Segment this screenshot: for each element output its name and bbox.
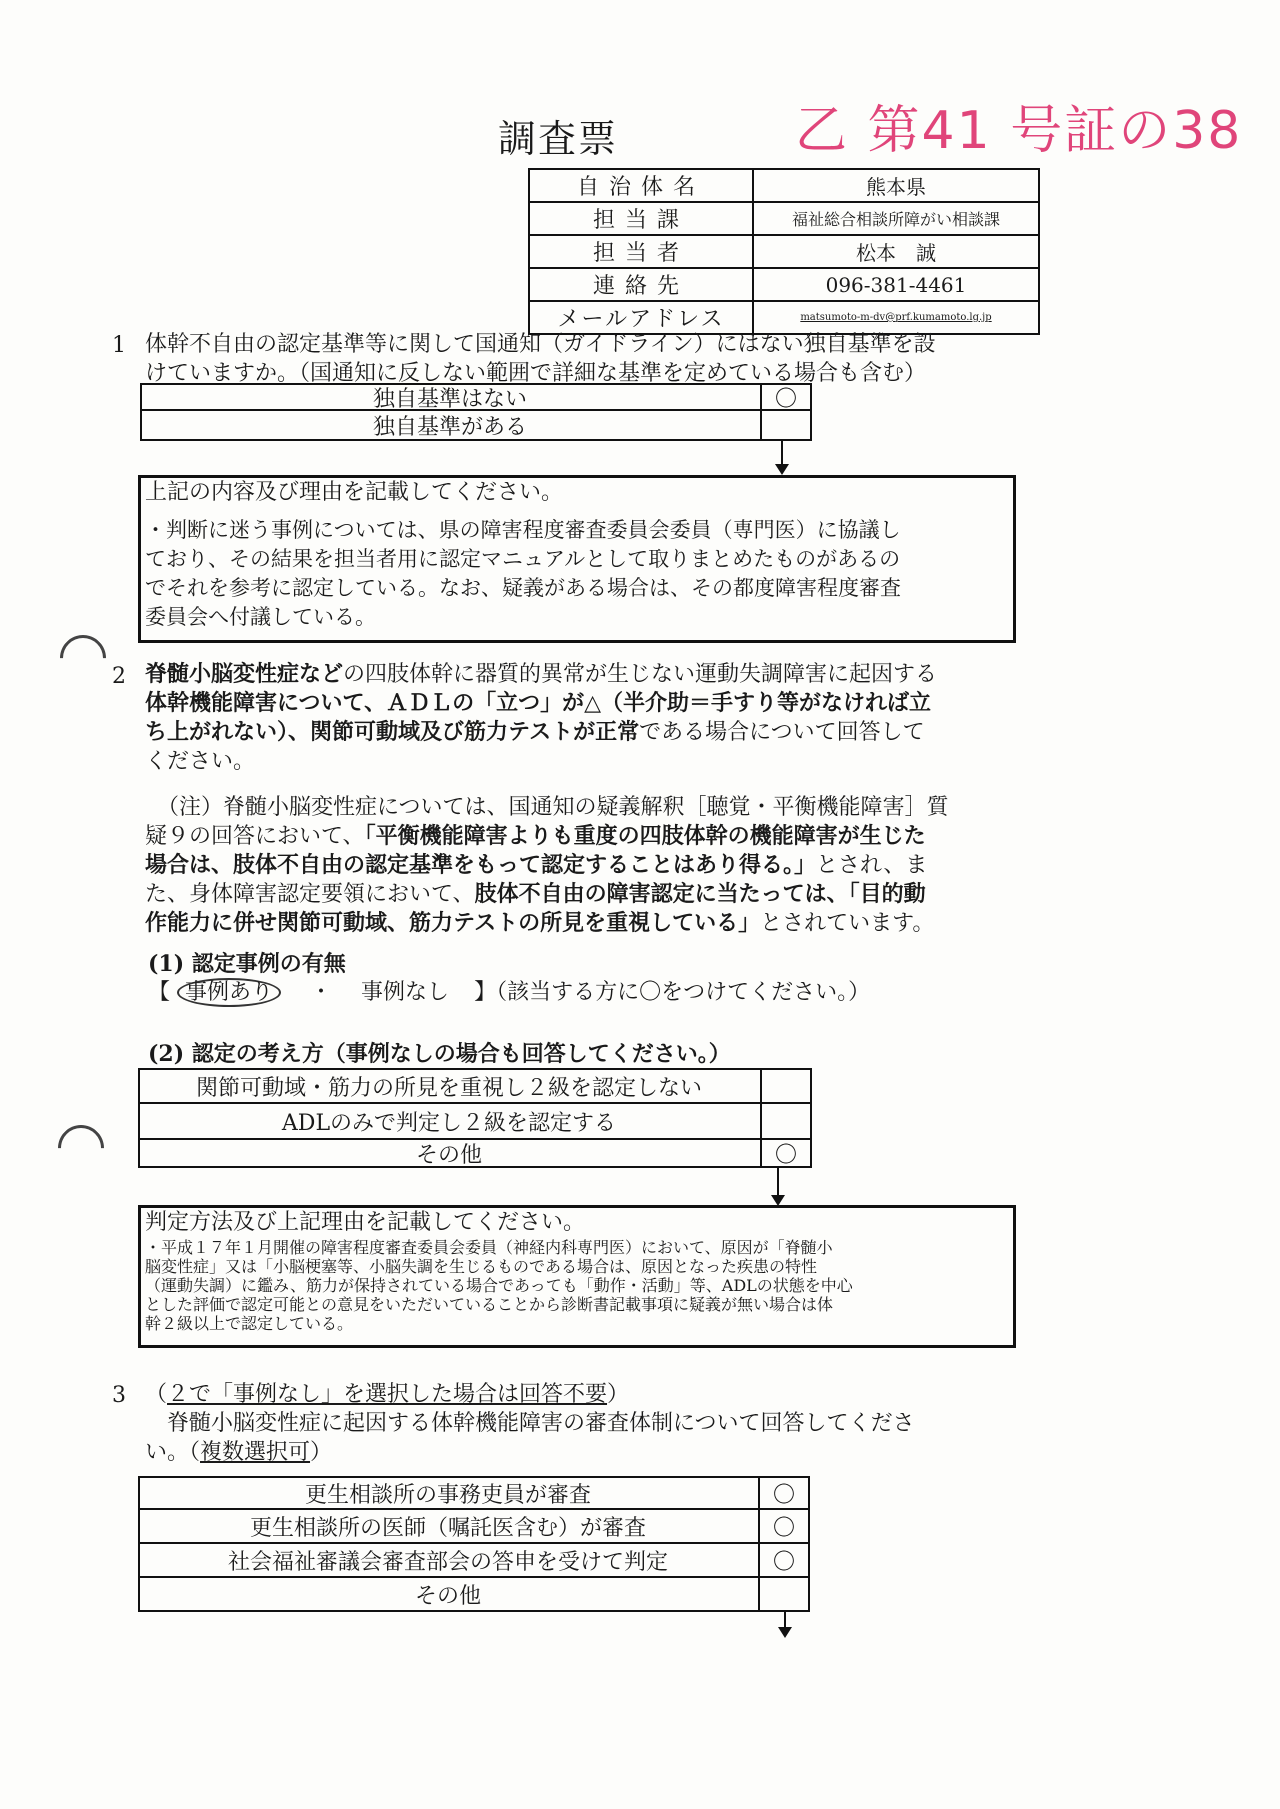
q3-underlined: ２で「事例なし」を選択した場合は回答不要 xyxy=(167,1382,608,1407)
q1-reason-box xyxy=(138,475,1016,643)
q3-text: ） xyxy=(607,1382,630,1407)
q2-option-row xyxy=(138,1068,812,1104)
info-row xyxy=(529,235,1039,268)
q2-reason-box xyxy=(138,1205,1016,1348)
info-row xyxy=(529,169,1039,202)
q2-option-label: ADLのみで判定し２級を認定する xyxy=(281,1110,617,1136)
q3-option-row xyxy=(138,1508,810,1544)
punch-hole-icon xyxy=(50,625,115,690)
question-2-text xyxy=(145,660,1015,776)
reason-line: 幹２級以上で認定している。 xyxy=(145,1314,354,1333)
q1-option-row xyxy=(140,409,812,441)
info-row xyxy=(529,202,1039,235)
q3-option-row xyxy=(138,1476,810,1510)
down-arrow-icon xyxy=(781,441,783,473)
q3-text: 脊髄小脳変性症に起因する体幹機能障害の審査体制について回答してくださ xyxy=(167,1411,915,1436)
note-emphasis: 作能力に併せ関節可動域、筋力テストの所見を重視している」 xyxy=(145,910,761,936)
q3-text: （ xyxy=(145,1382,168,1407)
info-value: 熊本県 xyxy=(753,169,1039,202)
q2-emphasis: ち上がれない）、関節可動域及び筋力テストが正常 xyxy=(145,719,640,745)
q2-option-checkbox[interactable] xyxy=(760,1070,810,1102)
q2-text: の四肢体幹に器質的異常が生じない運動失調障害に起因する xyxy=(343,662,938,687)
q3-option-checkbox[interactable]: 〇 xyxy=(758,1478,808,1508)
question-3-text xyxy=(145,1380,1015,1467)
bracket-instruction: 】（該当する方に〇をつけてください。） xyxy=(474,980,871,1005)
note-emphasis: 「平衡機能障害よりも重度の四肢体幹の機能障害が生じた xyxy=(364,823,926,849)
note-text: とされています。 xyxy=(760,911,935,936)
punch-hole-icon xyxy=(48,1115,113,1180)
note-emphasis: 場合は、肢体不自由の認定基準をもって認定することはあり得る。」 xyxy=(145,852,817,878)
note-emphasis: 肢体不自由の障害認定に当たっては、「目的動 xyxy=(474,881,926,907)
q2-option-row xyxy=(138,1102,812,1140)
info-key: 連絡先 xyxy=(529,268,753,301)
q3-underlined: 複数選択可 xyxy=(200,1440,311,1465)
q3-option-label: その他 xyxy=(414,1583,481,1609)
q2-reason-heading: 判定方法及び上記理由を記載してください。 xyxy=(145,1210,586,1235)
q3-option-label: 更生相談所の医師（嘱託医含む）が審査 xyxy=(249,1515,646,1541)
question-1-line: けていますか。（国通知に反しない範囲で詳細な基準を定めている場合も含む） xyxy=(145,361,927,386)
question-1-text xyxy=(145,330,1015,388)
q3-option-label: 社会福祉審議会審査部会の答申を受けて判定 xyxy=(227,1549,668,1575)
info-key: 担当課 xyxy=(529,202,753,235)
q2-emphasis: 脊髄小脳変性症など xyxy=(145,661,344,687)
q1-option-label: 独自基準はない xyxy=(372,386,527,412)
q3-option-checkbox[interactable] xyxy=(758,1578,808,1610)
q3-option-row xyxy=(138,1576,810,1612)
respondent-info-table xyxy=(528,168,1040,335)
info-key: 担当者 xyxy=(529,235,753,268)
reason-line: ており、その結果を担当者用に認定マニュアルとして取りまとめたものがあるの xyxy=(145,547,901,571)
q2-reason-text xyxy=(145,1238,1009,1333)
q3-option-label: 更生相談所の事務吏員が審査 xyxy=(304,1482,591,1508)
down-arrow-icon xyxy=(777,1168,779,1204)
info-value: matsumoto-m-dv@prf.kumamoto.lg.jp xyxy=(753,301,1039,334)
reason-line: とした評価で認定可能との意見をいただいていることから診断書記載事項に疑義が無い場合は体 xyxy=(145,1295,834,1314)
info-value: 松本 誠 xyxy=(753,235,1039,268)
reason-line: ・平成１７年１月開催の障害程度審査委員会委員（神経内科専門医）において、原因が「脊髄小 xyxy=(145,1238,833,1257)
q2-option-checkbox[interactable]: 〇 xyxy=(760,1140,810,1166)
q1-reason-text xyxy=(145,516,1009,632)
reason-line: （運動失調）に鑑み、筋力が保持されている場合であっても「動作・活動」等、ADLの状態を中心 xyxy=(145,1276,853,1295)
q2-option-checkbox[interactable] xyxy=(760,1104,810,1138)
q3-option-checkbox[interactable]: 〇 xyxy=(758,1510,808,1542)
down-arrow-icon xyxy=(784,1612,786,1636)
q1-reason-heading: 上記の内容及び理由を記載してください。 xyxy=(145,480,564,505)
note-text: た、身体障害認定要領において、 xyxy=(145,882,475,907)
q2-emphasis: 体幹機能障害について、ＡＤＬの「立つ」が△（半介助＝手すり等がなければ立 xyxy=(145,690,932,716)
case-yes-option[interactable]: 事例あり xyxy=(177,978,281,1007)
q2-text: ください。 xyxy=(145,749,256,774)
q2-sub2-title: (2) 認定の考え方（事例なしの場合も回答してください。） xyxy=(148,1041,731,1067)
question-2-number: 2 xyxy=(112,664,126,689)
reason-line: ・判断に迷う事例については、県の障害程度審査委員会委員（専門医）に協議し xyxy=(145,518,901,542)
q1-option-label: 独自基準がある xyxy=(372,414,527,440)
q3-text: い。（ xyxy=(145,1440,201,1465)
q3-option-checkbox[interactable]: 〇 xyxy=(758,1544,808,1576)
info-key: メールアドレス xyxy=(529,301,753,334)
note-line: （注）脊髄小脳変性症については、国通知の疑義解釈［聴覚・平衡機能障害］質 xyxy=(157,795,949,820)
reason-line: 脳変性症」又は「小脳梗塞等、小脳失調を生じるものである場合は、原因となった疾患の特性 xyxy=(145,1257,818,1276)
question-3-number: 3 xyxy=(112,1383,126,1408)
separator: ・ xyxy=(310,980,333,1005)
info-key: 自治体名 xyxy=(529,169,753,202)
question-2-note xyxy=(145,793,1015,938)
q2-option-row xyxy=(138,1138,812,1168)
question-1-line: 体幹不自由の認定基準等に関して国通知（ガイドライン）にはない独自基準を設 xyxy=(145,332,936,357)
case-no-option[interactable]: 事例なし xyxy=(361,980,450,1005)
info-row xyxy=(529,268,1039,301)
q3-option-row xyxy=(138,1542,810,1578)
document-title: 調査票 xyxy=(498,117,619,161)
q2-sub1-title: (1) 認定事例の有無 xyxy=(148,951,346,977)
q2-sub1-choice xyxy=(148,978,870,1007)
note-text: 疑９の回答において、 xyxy=(145,824,365,849)
question-1-number: 1 xyxy=(112,333,126,358)
q2-text: である場合について回答して xyxy=(639,720,925,745)
reason-line: でそれを参考に認定している。なお、疑義がある場合は、その都度障害程度審査 xyxy=(145,576,901,600)
note-text: とされ、ま xyxy=(816,853,928,878)
q2-option-label: その他 xyxy=(415,1142,482,1168)
q1-option-row xyxy=(140,383,812,411)
reason-line: 委員会へ付議している。 xyxy=(145,605,376,629)
q1-option-checkbox[interactable] xyxy=(760,411,810,439)
info-value: 福祉総合相談所障がい相談課 xyxy=(753,202,1039,235)
bracket: 【 xyxy=(148,980,171,1005)
exhibit-stamp: 乙 第41 号証の38 xyxy=(795,101,1243,161)
q1-option-checkbox[interactable]: 〇 xyxy=(760,385,810,409)
q2-option-label: 関節可動域・筋力の所見を重視し２級を認定しない xyxy=(195,1075,702,1101)
q3-text: ） xyxy=(310,1440,333,1465)
info-value: 096-381-4461 xyxy=(753,268,1039,301)
